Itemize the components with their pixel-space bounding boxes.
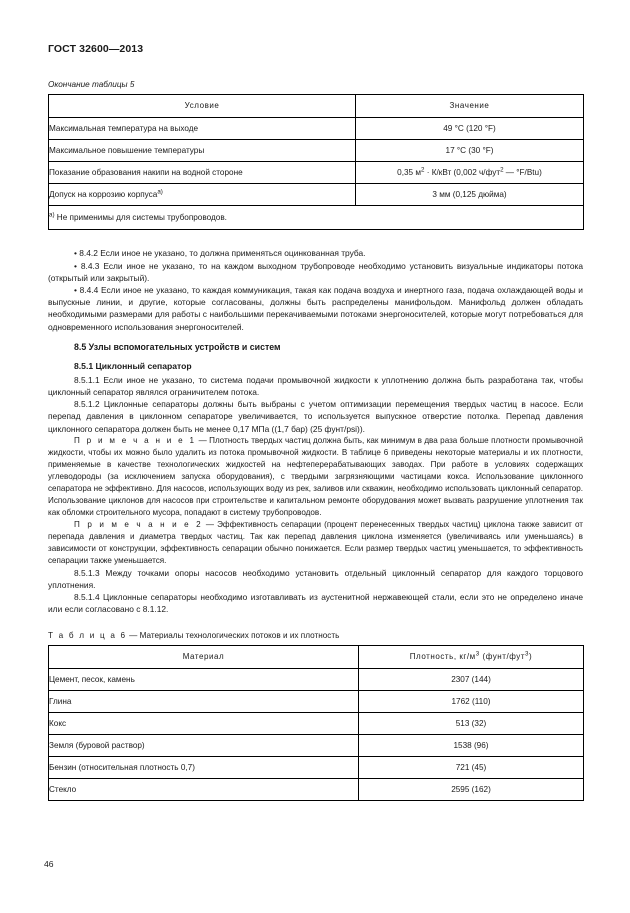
- table-row: [49, 735, 584, 757]
- table5-cell-condition: Максимальное повышение температуры: [49, 140, 356, 162]
- table5-header-row: [49, 95, 584, 118]
- table-row: [49, 779, 584, 801]
- standard-header: ГОСТ 32600—2013: [48, 43, 144, 55]
- spacer: [48, 616, 583, 631]
- table6-cell-density: 1762 (110): [359, 691, 584, 713]
- table6-caption: [48, 631, 583, 641]
- table6-cell-material: Кокс: [49, 713, 359, 735]
- table5-cell-value: 3 мм (0,125 дюйма): [356, 184, 584, 206]
- note-2: [48, 519, 583, 567]
- note-2-text: — Эффективность сепарации (процент перенесенных твердых частиц) циклона также зависит от перепада давления и диаметра твердых частиц. Так как перепад давления циклона изменяется (увеличиваясь или уменьшаясь) в зависимости от конструкции, эффективность сепарации обычно понижается. Если размер твердых частиц уменьшается, то эффективность сепарации также уменьшается.: [48, 519, 583, 565]
- table5-col-value: Значение: [356, 95, 584, 118]
- density-suffix: ): [529, 652, 533, 662]
- table5-caption: Окончание таблицы 5: [48, 79, 135, 89]
- table6-col-material: Материал: [49, 646, 359, 669]
- table-row: [49, 757, 584, 779]
- paragraph-8-5-1-1: 8.5.1.1 Если иное не указано, то система подачи промывочной жидкости к уплотнению должна быть разработана так, чтобы циклонный сепаратор являлся ограничителем потока.: [48, 374, 583, 398]
- note-2-label: П р и м е ч а н и е 2: [74, 519, 203, 529]
- table6-cell-density: 721 (45): [359, 757, 584, 779]
- value-exponent: 2: [420, 166, 425, 174]
- table6-cell-material: Земля (буровой раствор): [49, 735, 359, 757]
- page-content: [48, 44, 583, 801]
- density-prefix: Плотность, кг/м: [409, 652, 476, 662]
- note-1-text: — Плотность твердых частиц должна быть, как минимум в два раза больше плотности промывочной жидкости, чтобы их можно было удалить из потока промывочной жидкости. В таблице 6 приведены некоторые материалы и их плотности, применяемые в качестве технологических жидкостей на нефтеперерабатывающих заводах. При работе в условиях содержащих углеводороды (за исключением запуска оборудования), с твердыми загрязняющими частицами кокса. Использование циклонного сепаратора не эффективно. Для насосов, использующих воду из рек, заливов или скважин, необходимо использовать циклонный сепаратор. Использование циклонов для насосов при строительстве и капитальном ремонте оборудования может вызвать разрушение уплотнения так как обломки строительного мусора, попадают в систему трубопроводов.: [48, 435, 583, 517]
- table6-cell-density: 513 (32): [359, 713, 584, 735]
- table-6: [48, 645, 584, 801]
- table6-cell-material: Глина: [49, 691, 359, 713]
- paragraph-8-5-1-3: 8.5.1.3 Между точками опоры насосов необходимо установить отдельный циклонный сепаратор для каждого торцового уплотнения.: [48, 567, 583, 591]
- table6-cell-material: Цемент, песок, камень: [49, 669, 359, 691]
- page-number: 46: [44, 859, 54, 869]
- value-exponent-2: 2: [500, 166, 504, 174]
- heading-8-5: 8.5 Узлы вспомогательных устройств и систем: [74, 341, 281, 352]
- table-row: [49, 713, 584, 735]
- paragraph-8-4-3: • 8.4.3 Если иное не указано, то на каждом выходном трубопроводе необходимо установить визуальные индикаторы потока (открытый или закрытый).: [48, 260, 583, 283]
- table6-header-row: [49, 646, 584, 669]
- value-middle: · К/кВт (0,002 ч/фут: [424, 168, 501, 178]
- density-exponent: 3: [475, 650, 480, 658]
- table5-col-condition: Условие: [49, 95, 356, 118]
- table5-cell-value: [356, 162, 584, 184]
- condition-text: Допуск на коррозию корпуса: [49, 190, 158, 200]
- table6-cell-density: 2595 (162): [359, 779, 584, 801]
- paragraph-8-5-1-2: 8.5.1.2 Циклонные сепараторы должны быть выбраны с учетом оптимизации перемещения твердых частиц в насосе. Если перепад давления в циклонном сепараторе увеличивается, то используется выпускное отверстие потолка. Перепад давления циклонного сепаратора должен быть не менее 0,17 МПа ((1,7 бар) (25 фунт/psi)).: [48, 399, 583, 434]
- table-row: [49, 162, 584, 184]
- table6-cell-material: Стекло: [49, 779, 359, 801]
- table-row: [49, 140, 584, 162]
- table5-footnote-row: [49, 206, 584, 230]
- density-exponent-2: 3: [525, 650, 530, 658]
- table-row: [49, 118, 584, 140]
- table5-footnote: [49, 206, 584, 230]
- paragraph-8-5-1-4: 8.5.1.4 Циклонные сепараторы необходимо изготавливать из аустенитной нержавеющей стали, если это не определено иначе или если согласовано с 8.1.12.: [48, 592, 583, 615]
- paragraph-8-4-4: • 8.4.4 Если иное не указано, то каждая коммуникация, такая как подача воздуха и инертного газа, подача охлаждающей воды и выпускные линии, и другие, которые согласованы, должны быть распределены манифольдом. Манифольд должен обладать необходимыми размерами для работы с наибольшими перекачиваемыми потоками энергоносителей, которые могут потребоваться для одновременного использования энергоносителей.: [48, 285, 583, 332]
- table6-cell-density: 1538 (96): [359, 735, 584, 757]
- heading-8-5-1: 8.5.1 Циклонный сепаратор: [74, 360, 192, 371]
- note-1-label: П р и м е ч а н и е 1: [74, 435, 197, 445]
- table6-caption-text: — Материалы технологических потоков и их плотность: [126, 630, 340, 640]
- paragraph-8-4-2: • 8.4.2 Если иное не указано, то должна применяться оцинкованная труба.: [74, 248, 366, 259]
- table5-cell-condition: Максимальная температура на выходе: [49, 118, 356, 140]
- table5-cell-condition: [49, 184, 356, 206]
- table6-cell-density: 2307 (144): [359, 669, 584, 691]
- note-1: [48, 435, 583, 519]
- table-row: [49, 691, 584, 713]
- table6-caption-label: Т а б л и ц а 6: [48, 630, 127, 640]
- footnote-text: Не применимы для системы трубопроводов.: [54, 213, 227, 223]
- table-row: [49, 184, 584, 206]
- table5-cell-condition: Показание образования накипи на водной стороне: [49, 162, 356, 184]
- footnote-ref: а): [157, 188, 163, 196]
- footnote-marker: а): [49, 211, 55, 219]
- table5-cell-value: 17 °C (30 °F): [356, 140, 584, 162]
- table6-cell-material: Бензин (относительная плотность 0,7): [49, 757, 359, 779]
- table5-cell-value: 49 °C (120 °F): [356, 118, 584, 140]
- table6-col-density: [359, 646, 584, 669]
- value-prefix: 0,35 м: [397, 168, 421, 178]
- table-row: [49, 669, 584, 691]
- value-suffix: — °F/Btu): [503, 168, 542, 178]
- table-5: [48, 94, 584, 230]
- density-middle: (фунт/фут: [479, 652, 526, 662]
